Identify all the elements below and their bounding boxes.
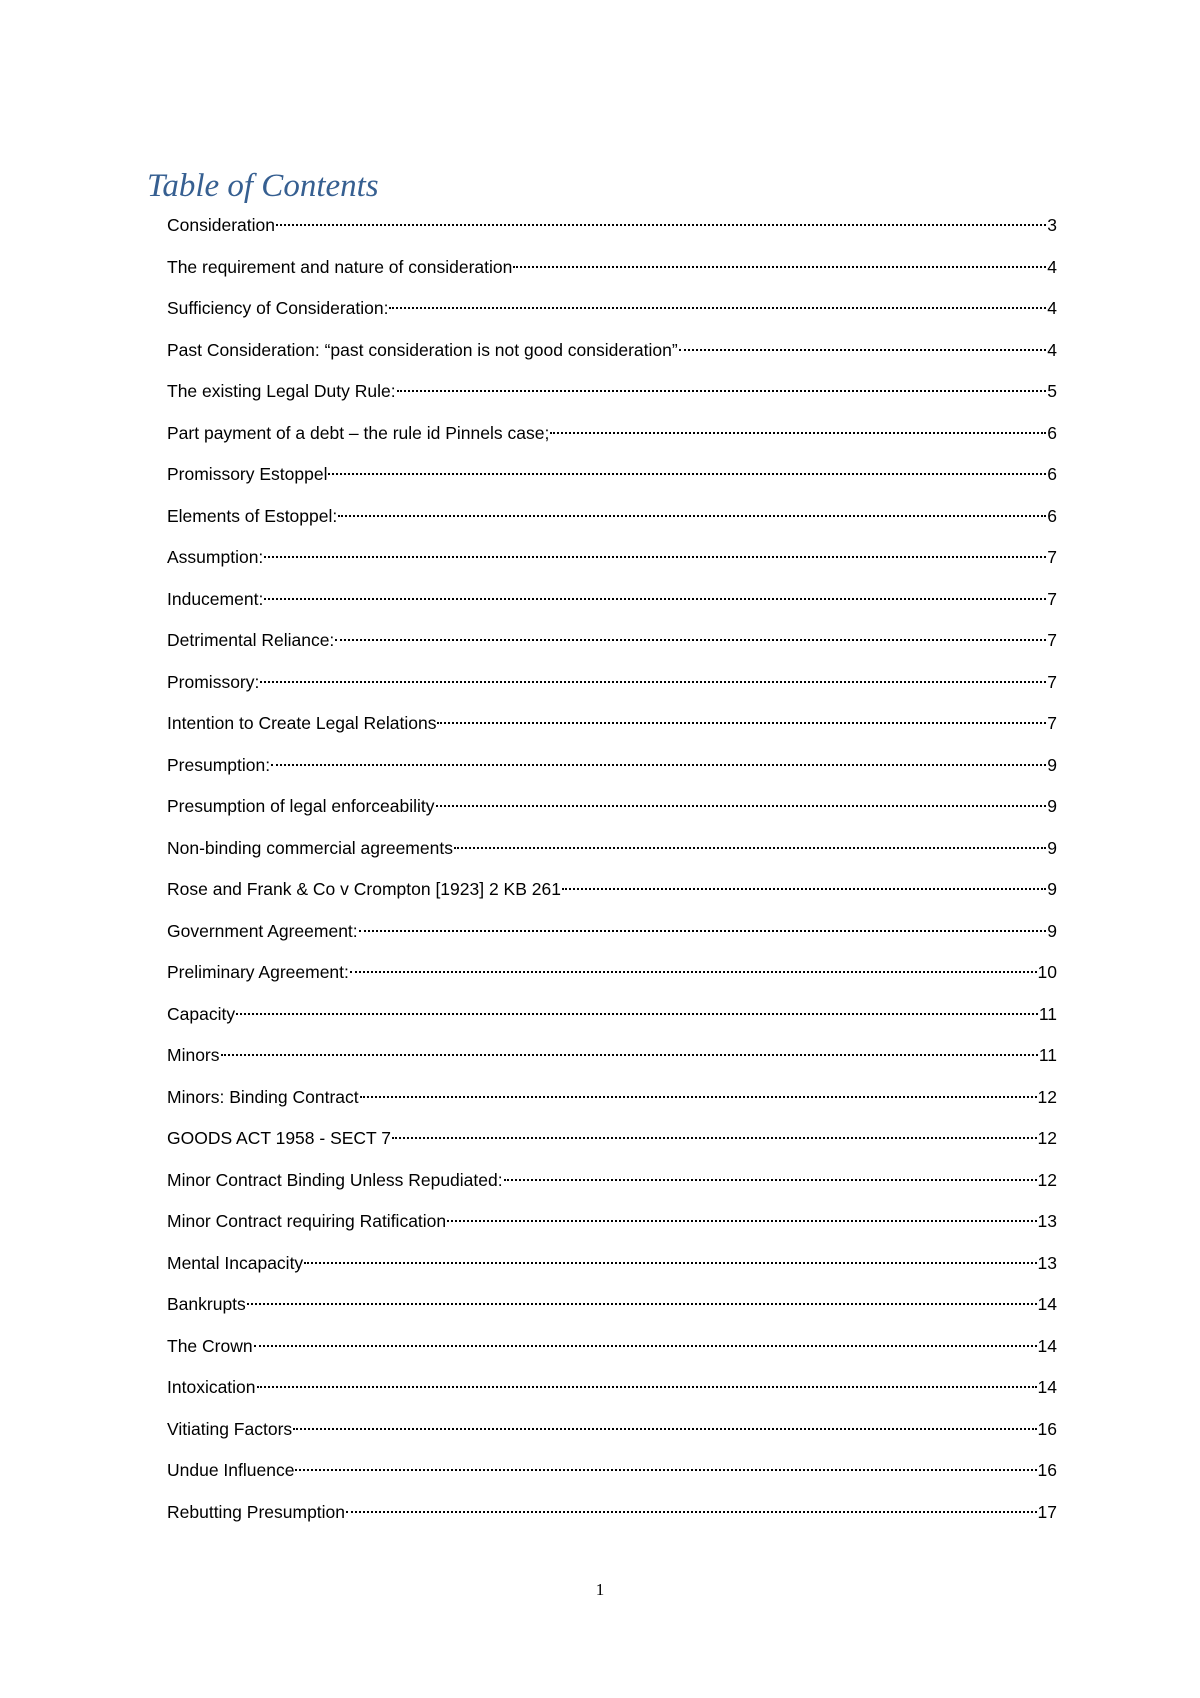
toc-entry[interactable] <box>167 1035 1057 1077</box>
toc-entry[interactable] <box>167 537 1057 579</box>
toc-entry[interactable] <box>167 828 1057 870</box>
toc-entry-page-number: 6 <box>1047 505 1057 526</box>
toc-entry-page-number: 9 <box>1047 837 1057 858</box>
toc-dot-leader <box>335 639 1046 641</box>
toc-dot-leader <box>264 598 1046 600</box>
toc-entry-page-number: 4 <box>1047 298 1057 318</box>
toc-dot-leader <box>436 805 1047 807</box>
toc-entry[interactable] <box>167 579 1057 621</box>
toc-entry-label: Part payment of a debt – the rule id Pinnels case; <box>167 422 550 443</box>
toc-entry-label: Sufficiency of Consideration: <box>167 298 389 318</box>
toc-entry-label: Assumption: <box>167 547 264 567</box>
toc-entry-page-number: 11 <box>1038 1045 1057 1065</box>
toc-dot-leader <box>328 473 1046 475</box>
toc-dot-leader <box>392 1137 1037 1139</box>
toc-entry-page-number: 16 <box>1037 1460 1057 1480</box>
toc-dot-leader <box>513 266 1046 268</box>
toc-entry-label: Rose and Frank & Co v Crompton [1923] 2 KB 261 <box>167 879 561 899</box>
toc-entry[interactable] <box>167 454 1057 496</box>
toc-entry-label: Vitiating Factors <box>167 1418 293 1439</box>
toc-dot-leader <box>338 515 1046 517</box>
toc-entry[interactable] <box>167 1118 1057 1160</box>
toc-dot-leader <box>293 1428 1036 1430</box>
toc-entry-page-number: 6 <box>1047 464 1057 484</box>
toc-entry-label: Minors <box>167 1045 220 1065</box>
toc-entry-page-number: 7 <box>1047 547 1057 567</box>
toc-dot-leader <box>346 1511 1037 1513</box>
toc-dot-leader <box>359 930 1047 932</box>
toc-entry-page-number: 7 <box>1047 671 1057 692</box>
toc-dot-leader <box>247 1303 1037 1305</box>
toc-entry[interactable] <box>167 662 1057 704</box>
toc-entry[interactable] <box>167 371 1057 413</box>
toc-entry-page-number: 17 <box>1037 1501 1057 1522</box>
toc-dot-leader <box>454 847 1046 849</box>
toc-list <box>167 205 1057 1533</box>
toc-dot-leader <box>236 1013 1038 1015</box>
toc-dot-leader <box>254 1345 1037 1347</box>
toc-entry-label: Mental Incapacity <box>167 1252 304 1273</box>
toc-entry-page-number: 5 <box>1047 381 1057 401</box>
toc-entry-label: Capacity <box>167 1003 236 1024</box>
toc-dot-leader <box>350 971 1037 973</box>
toc-entry-page-number: 11 <box>1038 1003 1057 1024</box>
toc-entry-page-number: 13 <box>1037 1211 1057 1231</box>
toc-entry-label: Bankrupts <box>167 1294 246 1314</box>
toc-dot-leader <box>276 224 1046 226</box>
toc-entry[interactable] <box>167 1450 1057 1492</box>
toc-entry-label: Inducement: <box>167 588 264 609</box>
toc-entry-label: The requirement and nature of consideration <box>167 256 513 277</box>
toc-entry-label: Minor Contract Binding Unless Repudiated: <box>167 1169 503 1190</box>
toc-entry[interactable] <box>167 1243 1057 1285</box>
toc-entry-label: Presumption of legal enforceability <box>167 796 435 816</box>
toc-entry[interactable] <box>167 1201 1057 1243</box>
toc-entry-page-number: 4 <box>1047 339 1057 360</box>
toc-entry-label: Detrimental Reliance: <box>167 630 335 650</box>
toc-entry-label: Elements of Estoppel: <box>167 505 338 526</box>
toc-entry-label: Preliminary Agreement: <box>167 962 349 982</box>
toc-entry-label: Consideration <box>167 215 275 235</box>
toc-entry-label: Non-binding commercial agreements <box>167 837 453 858</box>
toc-entry-label: Promissory Estoppel <box>167 464 328 484</box>
toc-entry-label: Intoxication <box>167 1377 256 1397</box>
toc-entry-label: Minors: Binding Contract <box>167 1086 359 1107</box>
toc-entry[interactable] <box>167 1077 1057 1119</box>
toc-entry-label: Government Agreement: <box>167 920 358 941</box>
toc-entry-page-number: 16 <box>1037 1418 1057 1439</box>
toc-entry-label: Rebutting Presumption <box>167 1501 346 1522</box>
toc-entry-page-number: 9 <box>1047 754 1057 775</box>
toc-entry[interactable] <box>167 952 1057 994</box>
toc-entry-page-number: 14 <box>1037 1377 1057 1397</box>
toc-entry-page-number: 10 <box>1037 962 1057 982</box>
toc-entry-page-number: 12 <box>1037 1128 1057 1148</box>
toc-entry-label: Undue Influence <box>167 1460 295 1480</box>
toc-entry[interactable] <box>167 1409 1057 1451</box>
toc-entry[interactable] <box>167 413 1057 455</box>
toc-entry[interactable] <box>167 330 1057 372</box>
toc-entry-label: GOODS ACT 1958 - SECT 7 <box>167 1128 392 1148</box>
toc-entry[interactable] <box>167 496 1057 538</box>
toc-dot-leader <box>550 432 1046 434</box>
toc-entry[interactable] <box>167 1367 1057 1409</box>
toc-dot-leader <box>437 722 1046 724</box>
toc-entry-page-number: 14 <box>1037 1335 1057 1356</box>
page-number: 1 <box>595 1580 605 1599</box>
toc-entry-page-number: 3 <box>1047 215 1057 235</box>
toc-dot-leader <box>397 390 1047 392</box>
toc-entry-page-number: 7 <box>1047 713 1057 733</box>
toc-entry-page-number: 7 <box>1047 588 1057 609</box>
toc-entry[interactable] <box>167 1492 1057 1534</box>
toc-dot-leader <box>504 1179 1037 1181</box>
toc-entry-label: Past Consideration: “past consideration is not good consideration” <box>167 339 678 360</box>
toc-dot-leader <box>264 556 1046 558</box>
toc-entry[interactable] <box>167 1326 1057 1368</box>
toc-dot-leader <box>360 1096 1037 1098</box>
toc-heading: Table of Contents <box>147 168 379 204</box>
toc-dot-leader <box>295 1469 1036 1471</box>
toc-dot-leader <box>389 307 1046 309</box>
toc-entry[interactable] <box>167 994 1057 1036</box>
toc-entry-page-number: 13 <box>1037 1252 1057 1273</box>
toc-entry[interactable] <box>167 620 1057 662</box>
toc-dot-leader <box>562 888 1046 890</box>
toc-entry-page-number: 9 <box>1047 879 1057 899</box>
toc-entry-page-number: 6 <box>1047 422 1057 443</box>
toc-entry[interactable] <box>167 786 1057 828</box>
toc-entry-label: Presumption: <box>167 754 271 775</box>
toc-entry-page-number: 12 <box>1037 1169 1057 1190</box>
toc-entry[interactable] <box>167 247 1057 289</box>
toc-entry-page-number: 14 <box>1037 1294 1057 1314</box>
toc-dot-leader <box>447 1220 1036 1222</box>
toc-entry[interactable] <box>167 703 1057 745</box>
toc-entry-page-number: 12 <box>1037 1086 1057 1107</box>
toc-entry[interactable] <box>167 869 1057 911</box>
toc-entry-page-number: 9 <box>1047 796 1057 816</box>
toc-entry[interactable] <box>167 205 1057 247</box>
toc-dot-leader <box>304 1262 1036 1264</box>
toc-entry[interactable] <box>167 911 1057 953</box>
toc-dot-leader <box>271 764 1046 766</box>
toc-entry-label: Minor Contract requiring Ratification <box>167 1211 447 1231</box>
toc-entry[interactable] <box>167 1284 1057 1326</box>
toc-dot-leader <box>260 681 1046 683</box>
toc-dot-leader <box>679 349 1047 351</box>
toc-dot-leader <box>221 1054 1038 1056</box>
toc-entry[interactable] <box>167 288 1057 330</box>
toc-entry-label: The Crown <box>167 1335 253 1356</box>
toc-entry[interactable] <box>167 1160 1057 1202</box>
toc-entry-page-number: 9 <box>1047 920 1057 941</box>
toc-entry[interactable] <box>167 745 1057 787</box>
toc-entry-page-number: 4 <box>1047 256 1057 277</box>
toc-entry-label: Intention to Create Legal Relations <box>167 713 437 733</box>
toc-entry-page-number: 7 <box>1047 630 1057 650</box>
toc-entry-label: Promissory: <box>167 671 260 692</box>
toc-dot-leader <box>257 1386 1037 1388</box>
toc-entry-label: The existing Legal Duty Rule: <box>167 381 396 401</box>
